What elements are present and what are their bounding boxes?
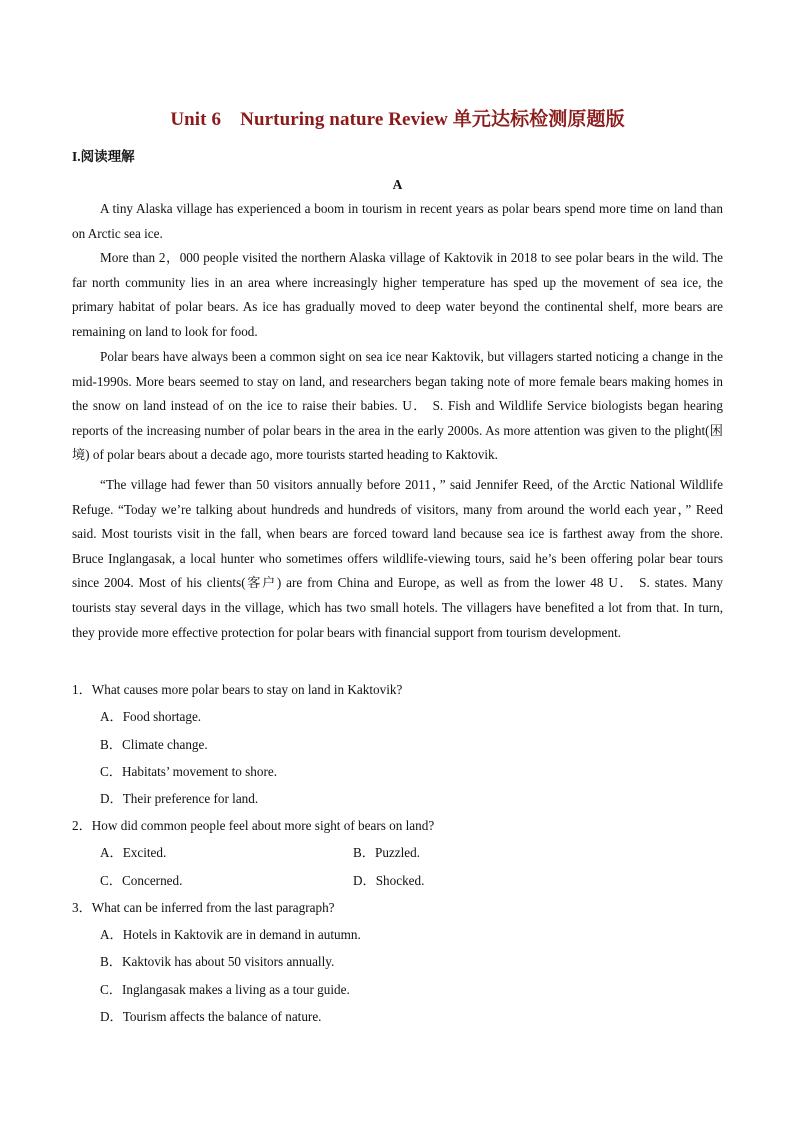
question-2-option-c: C．Concerned. (100, 873, 183, 888)
passage-paragraph-2: More than 2，000 people visited the northern Alaska village of Kaktovik in 2018 to see polar bears in the wild. The far north community lies in an area where increasingly higher temperature has sped up the movement of sea ice, the primary habitat of polar bears. As ice has gradually moved to deep water beyond the continental shelf, more bears are remaining on land to look for food. (72, 250, 723, 339)
question-3-option-c: C．Inglangasak makes a living as a tour guide. (100, 982, 350, 997)
document-title: Unit 6 Nurturing nature Review 单元达标检测原题版 (170, 109, 625, 130)
passage-paragraph-1: A tiny Alaska village has experienced a boom in tourism in recent years as polar bears spend more time on land than on Arctic sea ice. (72, 201, 723, 241)
question-1-option-c: C．Habitats’ movement to shore. (100, 764, 278, 779)
question-1-stem: 1．What causes more polar bears to stay on land in Kaktovik? (72, 682, 403, 697)
question-1-option-a: A．Food shortage. (100, 709, 202, 724)
question-3-option-d: D．Tourism affects the balance of nature. (100, 1009, 322, 1024)
question-2-option-b: B．Puzzled. (353, 845, 421, 860)
question-3-option-b: B．Kaktovik has about 50 visitors annually. (100, 954, 335, 969)
passage-paragraph-4: “The village had fewer than 50 visitors annually before 2011，” said Jennifer Reed, of the Arctic National Wildlife Refuge. “Today we’re talking about hundreds and hundreds of visitors, many from around the world each year，” Reed said. Most tourists visit in the fall, when bears are forced toward land because sea ice is farthest away from the shore. Bruce Inglangasak, a local hunter who sometimes offers wildlife-viewing tours, said he’s been offering polar bear tours since 2004. Most of his clients(客户) are from China and Europe, as well as from the lower 48 U． S. states. Many tourists stay several days in the village, which has two small hotels. The villagers have benefited a lot from that. In turn, they provide more effective protection for polar bears with financial support from tourism development. (72, 477, 723, 640)
question-2-option-d: D．Shocked. (353, 873, 425, 888)
question-1-option-b: B．Climate change. (100, 737, 208, 752)
question-3-stem: 3．What can be inferred from the last paragraph? (72, 900, 335, 915)
question-2-stem: 2．How did common people feel about more sight of bears on land? (72, 818, 435, 833)
question-1-option-d: D．Their preference for land. (100, 791, 259, 806)
passage-paragraph-3: Polar bears have always been a common sight on sea ice near Kaktovik, but villagers started noticing a change in the mid-1990s. More bears seemed to stay on land, and researchers began taking note of more female bears making homes in the snow on land instead of on the ice to raise their babies. U． S. Fish and Wildlife Service biologists began hearing reports of the increasing number of polar bears in the area in the early 2000s. As more attention was given to the plight(困境) of polar bears about a decade ago, more tourists started heading to Kaktovik. (72, 349, 723, 463)
question-3-option-a: A．Hotels in Kaktovik are in demand in autumn. (100, 927, 361, 942)
section-heading: I.阅读理解 (72, 149, 135, 164)
question-2-option-a: A．Excited. (100, 845, 167, 860)
passage-label: A (392, 177, 403, 192)
